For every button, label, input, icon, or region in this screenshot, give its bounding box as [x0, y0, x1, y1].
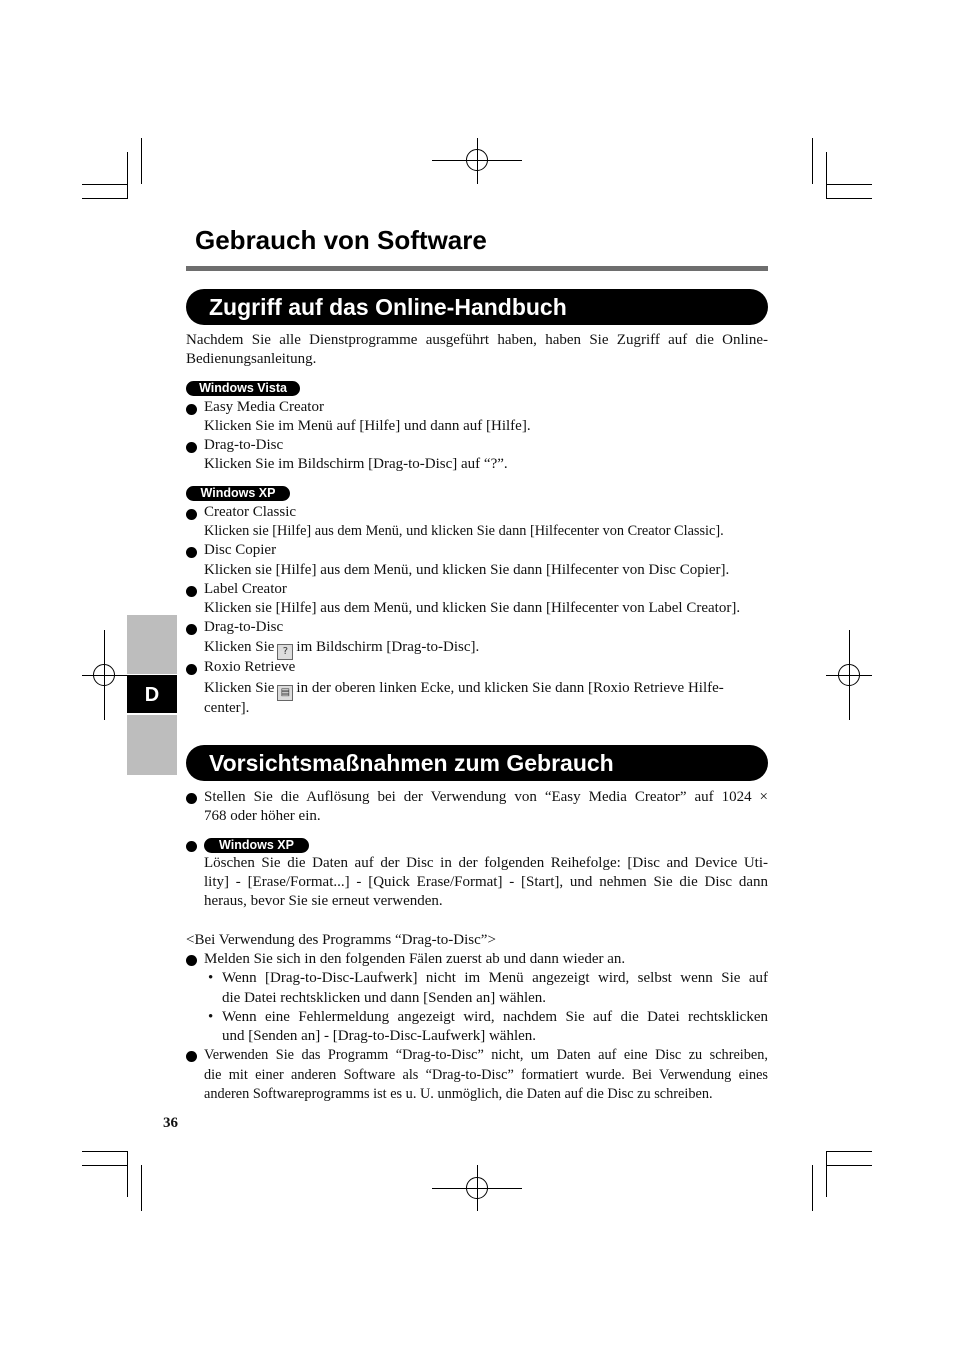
title-rule: [186, 266, 768, 271]
item-description: [204, 638, 479, 660]
bullet-icon: [186, 547, 197, 558]
windows-xp-badge: Windows XP: [186, 486, 290, 501]
sub-bullet: •: [208, 970, 214, 986]
item-description: Klicken Sie im Bildschirm [Drag-to-Disc] auf “?”.: [204, 456, 508, 472]
format-warning-line-3: anderen Softwareprogramms ist es u. U. unmöglich, die Daten auf die Disc zu schreiben.: [204, 1086, 713, 1102]
resolution-note-line-1: Stellen Sie die Auflösung bei der Verwendung von “Easy Media Creator” auf 1024 ×: [204, 789, 768, 805]
section-heading-precautions: Vorsichtsmaßnahmen zum Gebrauch: [186, 745, 768, 781]
page-title: Gebrauch von Software: [195, 225, 487, 255]
bullet-icon: [186, 1051, 197, 1062]
bullet-icon: [186, 664, 197, 675]
sub-note-1-line-2: die Datei rechtsklicken und dann [Senden an] wählen.: [222, 990, 547, 1006]
item-name: Label Creator: [204, 581, 287, 597]
item-name: Roxio Retrieve: [204, 659, 296, 675]
format-warning-line-2: die mit einer anderen Software als “Drag-to-Disc” formatiert wurde. Bei Verwendung eines: [204, 1067, 768, 1083]
intro-line-1: Nachdem Sie alle Dienstprogramme ausgeführt haben, haben Sie Zugriff auf die Online-: [186, 332, 768, 348]
sub-bullet: •: [208, 1009, 214, 1025]
roxio-retrieve-menu-icon: ▤: [277, 685, 293, 701]
intro-line-2: Bedienungsanleitung.: [186, 351, 317, 367]
erase-note-line-2: lity] - [Erase/Format...] - [Quick Erase/Format] - [Start], und nehmen Sie die Disc dann: [204, 874, 768, 890]
drag-to-disc-heading: <Bei Verwendung des Programms “Drag-to-Disc”>: [186, 932, 496, 948]
sub-note-2-line-1: Wenn eine Fehlermeldung angezeigt wird, nachdem Sie auf die Datei rechtsklicken: [222, 1009, 768, 1025]
windows-vista-badge: Windows Vista: [186, 381, 300, 396]
bullet-icon: [186, 509, 197, 520]
bullet-icon: [186, 624, 197, 635]
resolution-note-line-2: 768 oder höher ein.: [204, 808, 321, 824]
desc-after: in der oberen linken Ecke, und klicken Sie dann [Roxio Retrieve Hilfe-: [296, 680, 724, 696]
format-warning-line-1: Verwenden Sie das Programm “Drag-to-Disc” nicht, um Daten auf eine Disc zu schreiben,: [204, 1047, 768, 1063]
relogin-note: Melden Sie sich in den folgenden Fälen zuerst ab und dann wieder an.: [204, 951, 626, 967]
side-tab-lower: [127, 715, 177, 775]
item-description: Klicken sie [Hilfe] aus dem Menü, und klicken Sie dann [Hilfecenter von Creator Classic].: [204, 523, 724, 539]
page-number: 36: [163, 1115, 178, 1131]
item-description: Klicken Sie im Menü auf [Hilfe] und dann auf [Hilfe].: [204, 418, 531, 434]
windows-xp-badge: Windows XP: [204, 838, 309, 853]
side-tab-letter: D: [127, 675, 177, 713]
section-heading-online-manual: Zugriff auf das Online-Handbuch: [186, 289, 768, 325]
desc-after: im Bildschirm [Drag-to-Disc].: [296, 639, 480, 655]
item-description: Klicken sie [Hilfe] aus dem Menü, und klicken Sie dann [Hilfecenter von Disc Copier].: [204, 562, 730, 578]
item-description: [204, 679, 724, 701]
bullet-icon: [186, 955, 197, 966]
drag-to-disc-help-icon: ?: [277, 644, 293, 660]
item-description-cont: center].: [204, 700, 250, 716]
bullet-icon: [186, 793, 197, 804]
bullet-icon: [186, 404, 197, 415]
item-name: Easy Media Creator: [204, 399, 324, 415]
item-name: Creator Classic: [204, 504, 297, 520]
side-tab-upper: [127, 615, 177, 674]
bullet-icon: [186, 841, 197, 852]
sub-note-2-line-2: und [Senden an] - [Drag-to-Disc-Laufwerk] wählen.: [222, 1028, 537, 1044]
item-name: Drag-to-Disc: [204, 619, 284, 635]
desc-before: Klicken Sie: [204, 680, 275, 696]
bullet-icon: [186, 586, 197, 597]
item-name: Drag-to-Disc: [204, 437, 284, 453]
item-description: Klicken sie [Hilfe] aus dem Menü, und klicken Sie dann [Hilfecenter von Label Creator].: [204, 600, 741, 616]
bullet-icon: [186, 442, 197, 453]
desc-before: Klicken Sie: [204, 639, 275, 655]
erase-note-line-1: Löschen Sie die Daten auf der Disc in der folgenden Reihefolge: [Disc and Device Uti-: [204, 855, 768, 871]
sub-note-1-line-1: Wenn [Drag-to-Disc-Laufwerk] nicht im Menü angezeigt wird, selbst wenn Sie auf: [222, 970, 768, 986]
erase-note-line-3: heraus, bevor Sie sie erneut verwenden.: [204, 893, 443, 909]
item-name: Disc Copier: [204, 542, 277, 558]
